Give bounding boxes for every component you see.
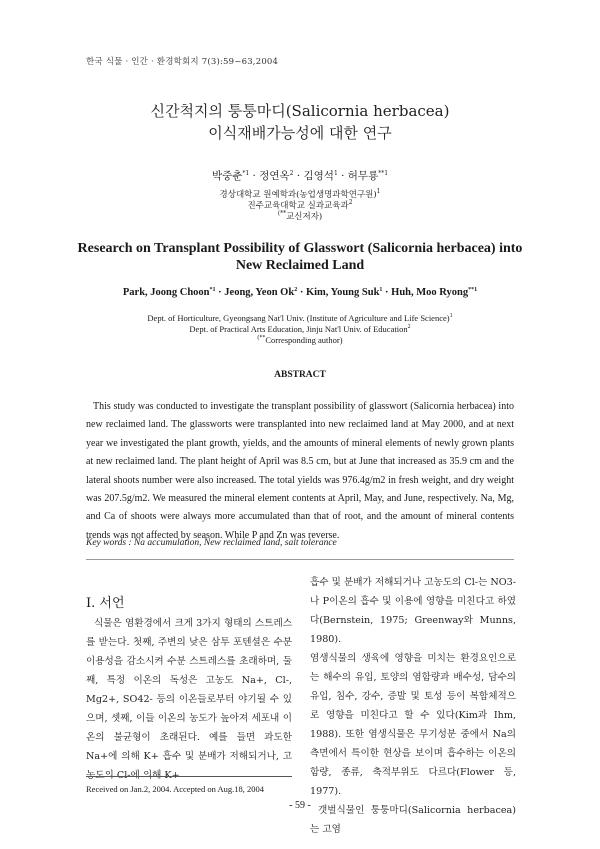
english-author-3: Kim, Young Suk <box>305 287 380 298</box>
footnote-divider <box>86 776 292 777</box>
affiliation-text: Dept. of Practical Arts Education, Jinju Nat'l Univ. of Education <box>189 324 408 334</box>
author-mark: 2 <box>294 287 298 293</box>
author-separator: · <box>382 287 392 298</box>
affiliation-text: 경상대학교 원예학과(농업생명과학연구원) <box>219 190 377 200</box>
section-heading-introduction: Ⅰ. 서언 <box>86 596 125 611</box>
author-mark: 1 <box>379 287 383 293</box>
korean-author-1: 박중춘 <box>211 170 243 182</box>
korean-author-2: 정연옥 <box>259 170 290 182</box>
paragraph: 갯벌식물인 퉁퉁마디(Salicornia herbacea)는 고염 <box>310 805 516 835</box>
keywords: Key words : Na accumulation, New reclaimed land, salt tolerance <box>86 538 337 548</box>
paragraph: 흡수 및 분배가 저해되거나 고농도의 Cl-는 NO3-나 P이온의 흡수 및 이용에 영향을 미친다고 하였다(Bernstein, 1975; Greenway와 Munns, 1980). <box>310 577 516 645</box>
korean-author-3: 김영석 <box>303 170 334 182</box>
author-separator: · <box>337 170 348 182</box>
divider <box>86 559 514 560</box>
korean-affiliation-3 <box>0 209 600 222</box>
affiliation-text: Corresponding author) <box>265 335 343 345</box>
korean-title-line-1: 신간척지의 퉁퉁마디(Salicornia herbacea) <box>150 102 450 120</box>
author-mark: **1 <box>378 170 389 177</box>
author-mark: 1 <box>333 170 338 177</box>
english-title: Research on Transplant Possibility of Glasswort (Salicornia herbacea) into New Reclaimed Land <box>77 241 523 273</box>
english-affiliation-3 <box>0 333 600 345</box>
running-header: 한국 식물 · 인간 · 환경학회지 7(3):59~63,2004 <box>86 57 279 67</box>
korean-author-4: 허무룡 <box>347 170 379 182</box>
abstract-heading: ABSTRACT <box>274 370 326 380</box>
korean-title-line-2: 이식재배가능성에 대한 연구 <box>208 124 392 142</box>
affiliation-text: 진주교육대학교 실과교육과 <box>247 201 349 211</box>
affiliation-mark: 1 <box>376 188 381 195</box>
affiliation-mark: (** <box>277 210 287 217</box>
author-separator: · <box>297 287 306 298</box>
affiliation-mark: 1 <box>449 313 453 319</box>
footnote: Received on Jan.2, 2004. Accepted on Aug.18, 2004 <box>86 784 264 794</box>
english-author-1: Park, Joong Choon <box>122 287 210 298</box>
english-author-2: Jeong, Yeon Ok <box>224 287 295 298</box>
author-mark: **1 <box>468 287 478 293</box>
affiliation-mark: 2 <box>348 199 353 206</box>
author-separator: · <box>249 170 260 182</box>
english-author-4: Huh, Moo Ryong <box>391 287 469 298</box>
affiliation-text: 교신저자) <box>286 212 323 222</box>
paragraph: 식물은 염환경에서 크게 3가지 형태의 스트레스를 받는다. 첫째, 주변의 낮은 삼투 포텐셜은 수분 이용성을 감소시켜 수분 스트레스를 초래하며, 둘째, 특정 이온의 독성은 고농도 Na+, Cl-, Mg2+, SO42- 등의 이온들로부터 야기될 수 있으며, 셋째, 이들 이온의 농도가 높아져 세포내 이온의 불균형이 초래된다. 예를 들면 과도한 Na+에 의해 K+ 흡수 및 분배가 저해되거나, 고농도의 Cl-에 의해 K+ <box>86 618 292 781</box>
author-mark: 2 <box>289 170 294 177</box>
abstract-body: This study was conducted to investigate the transplant possibility of glasswort (Salicornia herbacea) into new reclaimed land. The glassworts were transplanted into new reclaimed land at May 2000, and at next year we investigated the plant growth, yields, and the amounts of mineral elements of newly grown plants at new reclaimed land. The plant height of April was 8.5 cm, but at June that increased as 35.9 cm and the lateral shoots number were also increased. The total yields was 976.4g/m2 in fresh weight, and dry weight was 207.5g/m2. We measured the mineral element contents at April, May, and June, respectively. Na, Mg, and Ca of shoots were always more accumulated than that of root, and the amount of mineral contents trends was not affected by season. While P and Zn was reverse. <box>86 401 514 541</box>
author-separator: · <box>215 287 225 298</box>
author-separator: · <box>293 170 304 182</box>
english-authors <box>0 287 600 298</box>
author-mark: *1 <box>209 287 216 293</box>
left-column <box>86 614 292 785</box>
paragraph: 염생식물의 생육에 영향을 미치는 환경요인으로는 해수의 유입, 토양의 염함량과 배수성, 담수의 유입, 침수, 강수, 증발 및 토성 등이 복합체적으로 영향을 미친다고 할 수 있다(Kim과 Ihm, 1988). 또한 염생식물은 무기성분 중에서 Na의 측면에서 특이한 현상을 보이며 흡수하는 이온의 함량, 종류, 축적부위도 다르다(Flower 등, 1977). <box>310 653 516 797</box>
korean-authors <box>0 168 600 183</box>
affiliation-mark: 2 <box>407 324 411 330</box>
author-mark: *1 <box>242 170 250 177</box>
affiliation-mark: (** <box>257 335 266 341</box>
page-number: - 59 - <box>289 800 311 811</box>
affiliation-text: Dept. of Horticulture, Gyeongsang Nat'l Univ. (Institute of Agriculture and Life Science) <box>147 313 450 323</box>
